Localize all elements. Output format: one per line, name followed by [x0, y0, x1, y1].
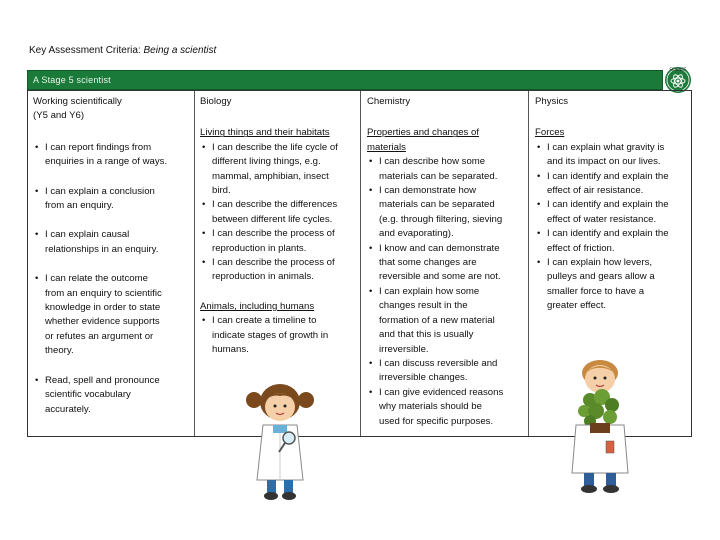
- list-item: • I can demonstrate how materials can be separated (e.g. through filtering, sieving and evaporating).: [367, 184, 529, 242]
- working-scientifically-column: [33, 95, 191, 417]
- girl-scientist-icon: [245, 380, 315, 502]
- biology-list-2: [200, 314, 360, 357]
- badge-label: SCIENCE: [669, 67, 687, 72]
- list-item: • I can describe the process of reproduction in plants.: [200, 227, 360, 256]
- list-item: • I can explain how levers, pulleys and gears allow a smaller force to have a greater effect.: [535, 256, 695, 314]
- list-item: • I know and can demonstrate that some changes are reversible and some are not.: [367, 242, 529, 285]
- chemistry-section-line2: materials: [367, 141, 406, 153]
- list-item: • I can describe the differences between different life cycles.: [200, 198, 360, 227]
- biology-section-animals: Animals, including humans: [200, 300, 315, 312]
- list-item: • I can describe how some materials can be separated.: [367, 155, 529, 184]
- physics-section-forces: Forces: [535, 127, 565, 139]
- chemistry-list: [367, 155, 529, 429]
- list-item: • I can explain a conclusion from an enquiry.: [33, 185, 191, 214]
- title-prefix: Key Assessment Criteria:: [29, 45, 144, 56]
- list-item: • I can explain causal relationships in an enquiry.: [33, 228, 191, 257]
- title-italic: Being a scientist: [143, 45, 217, 56]
- working-heading-line1: Working scientifically: [33, 96, 122, 107]
- list-item: • I can describe the process of reproduction in animals.: [200, 256, 360, 285]
- working-list: [33, 141, 191, 417]
- list-item: • I can report findings from enquiries in a range of ways.: [33, 141, 191, 170]
- list-item: • I can identify and explain the effect of air resistance.: [535, 170, 695, 199]
- biology-column: [200, 95, 360, 358]
- list-item: • I can identify and explain the effect of water resistance.: [535, 198, 695, 227]
- biology-heading: Biology: [200, 96, 232, 107]
- physics-heading: Physics: [535, 96, 569, 107]
- stage-banner: [27, 70, 663, 90]
- list-item: • I can describe the life cycle of different living things, e.g. mammal, amphibian, insect bird.: [200, 141, 360, 199]
- list-item: • I can explain what gravity is and its impact on our lives.: [535, 141, 695, 170]
- boy-scientist-icon: [560, 355, 640, 495]
- column-divider: [360, 91, 361, 436]
- chemistry-heading: Chemistry: [367, 96, 411, 107]
- list-item: • Read, spell and pronounce scientific vocabulary accurately.: [33, 374, 191, 417]
- list-item: • I can identify and explain the effect of friction.: [535, 227, 695, 256]
- column-divider: [194, 91, 195, 436]
- banner-text: A Stage 5 scientist: [33, 75, 111, 85]
- list-item: • I can relate the outcome from an enquiry to scientific knowledge in order to state whether evidence supports or refutes an argument or theory.: [33, 272, 191, 358]
- chemistry-section-line1: Properties and changes of: [367, 127, 480, 139]
- biology-section-habitats: Living things and their habitats: [200, 127, 330, 139]
- page-title: [29, 45, 216, 56]
- chemistry-column: [367, 95, 529, 429]
- physics-list: [535, 141, 695, 314]
- list-item: • I can give evidenced reasons why materials should be used for specific purposes.: [367, 386, 529, 429]
- list-item: • I can create a timeline to indicate stages of growth in humans.: [200, 314, 360, 357]
- biology-list-1: [200, 141, 360, 285]
- list-item: • I can explain how some changes result in the formation of a new material and that this is usually irreversible.: [367, 285, 529, 357]
- list-item: • I can discuss reversible and irreversible changes.: [367, 357, 529, 386]
- physics-column: [535, 95, 695, 314]
- working-heading-line2: (Y5 and Y6): [33, 110, 85, 122]
